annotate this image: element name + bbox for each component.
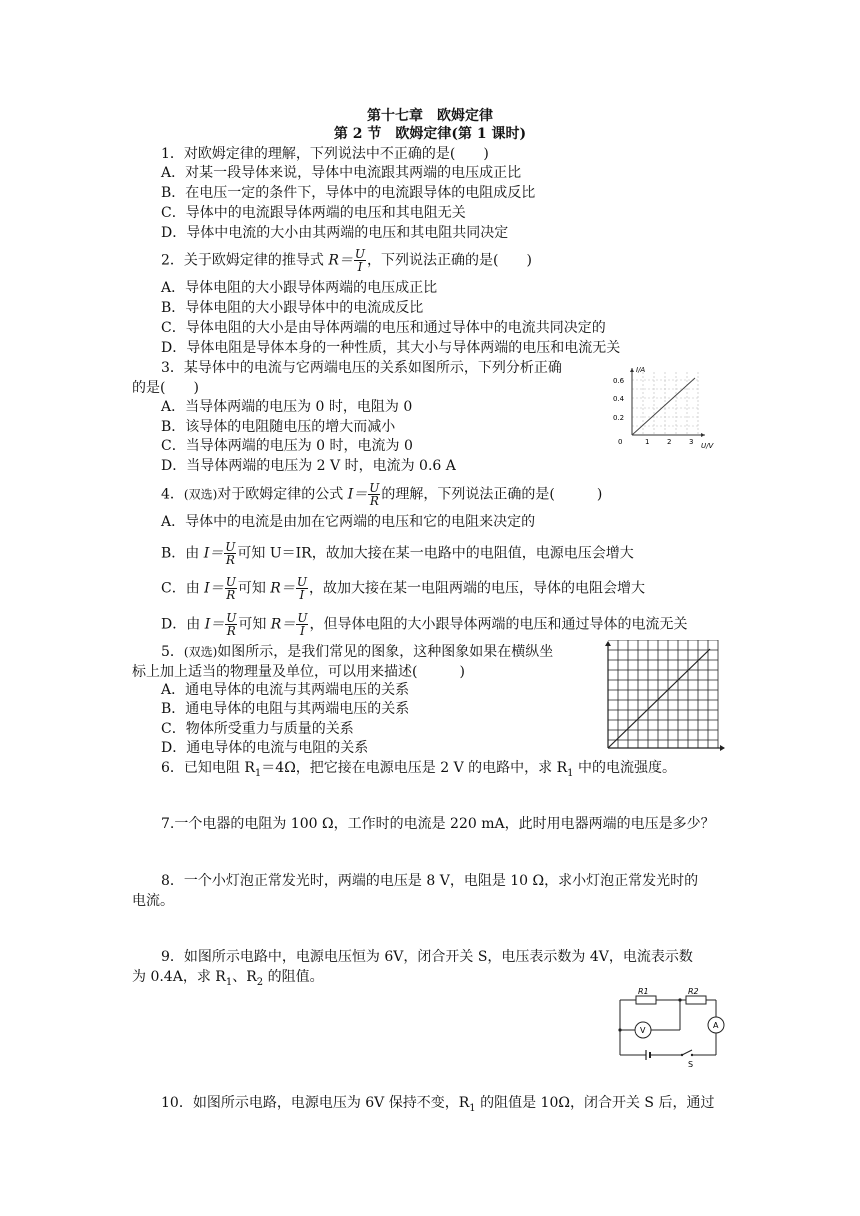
q3-iu-graph (603, 362, 723, 450)
opt-mid: 可知 (238, 616, 271, 633)
q4-option-c (161, 576, 645, 601)
graph-xlabel: U/V (701, 442, 714, 450)
q3-stem-line1: 3．某导体中的电流与它两端电压的关系如图所示，下列分析正确 (161, 360, 562, 376)
q1-stem: 1．对欧姆定律的理解，下列说法中不正确的是( ) (161, 146, 489, 162)
q9-line1: 9．如图所示电路中，电源电压恒为 6V，闭合开关 S，电压表示数为 4V，电流表示数 (161, 949, 693, 965)
formula-lhs: R＝ (270, 616, 296, 633)
resistor-r1 (636, 996, 656, 1004)
q2-fraction (354, 248, 366, 273)
opt-pre: C．由 (161, 580, 205, 597)
q2-option-d: D．导体电阻是导体本身的一种性质，其大小与导体两端的电压和电流无关 (161, 340, 621, 356)
q10-post: 的阻值是 10Ω，闭合开关 S 后，通过 (475, 1095, 715, 1111)
x-tick: 1 (645, 438, 650, 446)
frac-den: R (369, 494, 379, 508)
q4-tag: (双选) (183, 487, 218, 502)
q2-stem (161, 248, 532, 273)
q1-option-c: C．导体中的电流跟导体两端的电压和其电阻无关 (161, 205, 466, 221)
q4-stem-post: 的理解，下列说法正确的是( ) (381, 486, 603, 503)
switch-label: S (688, 1060, 694, 1069)
q8-line1: 8．一个小灯泡正常发光时，两端的电压是 8 V，电阻是 10 Ω，求小灯泡正常发光时的 (161, 873, 699, 889)
formula-lhs: I＝ (203, 545, 224, 562)
voltmeter-label: V (640, 1026, 646, 1035)
q2-stem-pre: 2．关于欧姆定律的推导式 (161, 252, 329, 269)
frac-num: U (354, 247, 366, 261)
opt-text: ，故加大接在某一电阻两端的电压，导体的电阻会增大 (308, 580, 645, 597)
opt-text: 可知 U＝IR，故加大接在某一电路中的电阻值，电源电压会增大 (237, 545, 634, 562)
q5-option-d: D．通电导体的电流与电阻的关系 (161, 740, 369, 756)
q4-option-b (161, 541, 634, 566)
frac-num: U (225, 575, 236, 589)
fraction (225, 576, 237, 601)
q3-option-a: A．当导体两端的电压为 0 时，电阻为 0 (161, 399, 413, 415)
frac-den: R (226, 588, 236, 602)
q5-option-c: C．物体所受重力与质量的关系 (161, 721, 354, 737)
q10-text (161, 1094, 714, 1118)
q9-post: 的阻值。 (263, 969, 324, 985)
subscript: 1 (567, 767, 574, 779)
opt-pre: B．由 (161, 545, 204, 562)
subscript: 1 (225, 976, 233, 988)
opt-mid: 可知 (237, 580, 271, 597)
frac-den: R (226, 624, 236, 638)
q1-option-a: A．对某一段导体来说，导体中电流跟其两端的电压成正比 (161, 165, 522, 181)
q9-mid: 、R (232, 969, 257, 985)
frac-num: U (297, 611, 308, 625)
frac-den: I (357, 260, 363, 274)
switch (682, 1050, 692, 1055)
q2-option-b: B．导体电阻的大小跟导体中的电流成反比 (161, 300, 424, 316)
q6-mid: ＝4Ω，把它接在电源电压是 2 V 的电路中，求 R (261, 760, 568, 776)
resistor-r2 (686, 996, 706, 1004)
y-tick: 0.4 (613, 395, 625, 403)
q2-option-a: A．导体电阻的大小跟导体两端的电压成正比 (161, 280, 438, 296)
q4-fraction (368, 482, 380, 507)
q4-formula-lhs: I＝ (347, 486, 368, 503)
r2-label: R2 (688, 987, 699, 996)
q4-stem: 4．(双选)对于欧姆定律的公式 I＝ $\frac{U}{R}$ 的理解，下列说法正确的是( ) (161, 481, 603, 508)
fraction (224, 541, 236, 566)
frac-num: U (296, 575, 307, 589)
subscript: 1 (254, 767, 262, 779)
frac-den: I (299, 588, 305, 602)
ammeter-label: A (713, 1021, 719, 1030)
y-tick: 0.6 (613, 377, 625, 385)
q6-text (161, 759, 676, 783)
section-title: 第 2 节 欧姆定律(第 1 课时) (333, 126, 527, 142)
q4-option-d (161, 612, 687, 637)
q4-option-a: A．导体中的电流是由加在它两端的电压和它的电阻来决定的 (161, 514, 536, 530)
q1-option-b: B．在电压一定的条件下，导体中的电流跟导体的电阻成反比 (161, 185, 536, 201)
q5-option-a: A．通电导体的电流与其两端电压的关系 (161, 682, 410, 698)
q6-post: 中的电流强度。 (573, 760, 676, 776)
q2-formula-lhs: R＝ (328, 252, 353, 269)
q4-stem-pre: 对于欧姆定律的公式 (217, 486, 348, 503)
q3-option-b: B．该导体的电阻随电压的增大而减小 (161, 419, 396, 435)
y-tick: 0.2 (613, 414, 625, 422)
q8-line2: 电流。 (132, 893, 174, 909)
fraction (296, 612, 308, 637)
r1-label: R1 (638, 987, 649, 996)
opt-pre: D．由 (161, 616, 205, 633)
q5-stem-text: 如图所示，是我们常见的图象，这种图象如果在横纵坐 (217, 644, 554, 660)
frac-num: U (226, 611, 237, 625)
iu-line (632, 378, 695, 435)
q5-stem-line2: 标上加上适当的物理量及单位，可以用来描述( ) (132, 664, 465, 680)
q5-tag: (双选) (183, 645, 218, 659)
frac-den: I (300, 624, 305, 638)
proportional-line (608, 649, 710, 748)
x-tick: 0 (618, 438, 623, 446)
q9-pre: 为 0.4A，求 R (132, 969, 226, 985)
chapter-title: 第十七章 欧姆定律 (367, 108, 493, 124)
formula-lhs: I＝ (204, 580, 224, 597)
formula-lhs: I＝ (204, 616, 225, 633)
q5-option-b: B．通电导体的电阻与其两端电压的关系 (161, 701, 410, 717)
q3-option-c: C．当导体两端的电压为 0 时，电流为 0 (161, 438, 413, 454)
formula-lhs: R＝ (270, 580, 295, 597)
q2-stem-post: ，下列说法正确的是( ) (367, 252, 532, 269)
q7-text: 7.一个电器的电阻为 100 Ω，工作时的电流是 220 mA，此时用电器两端的电压是多少？ (161, 816, 715, 832)
graph-ylabel: I/A (636, 366, 646, 374)
q3-stem-line2: 的是( ) (132, 380, 199, 396)
opt-text: ，但导体电阻的大小跟导体两端的电压和通过导体的电流无关 (309, 616, 688, 633)
subscript: 2 (256, 976, 264, 988)
fraction (296, 576, 308, 601)
q9-circuit-diagram (612, 986, 730, 1070)
q6-pre: 6．已知电阻 R (161, 760, 255, 776)
q3-option-d: D．当导体两端的电压为 2 V 时，电流为 0.6 A (161, 458, 456, 474)
x-tick: 3 (689, 438, 694, 446)
fraction (225, 612, 237, 637)
frac-num: U (225, 540, 236, 554)
q2-option-c: C．导体电阻的大小是由导体两端的电压和通过导体中的电流共同决定的 (161, 320, 606, 336)
q5-stem-line1: 5．(双选)如图所示，是我们常见的图象，这种图象如果在横纵坐 (161, 644, 554, 660)
subscript: 1 (469, 1102, 476, 1114)
q1-option-d: D．导体中电流的大小由其两端的电压和其电阻共同决定 (161, 225, 509, 241)
q5-grid-graph (600, 640, 726, 756)
x-tick: 2 (667, 438, 672, 446)
frac-num: U (369, 481, 380, 495)
q9-line2 (132, 968, 324, 992)
q10-pre: 10．如图所示电路，电源电压为 6V 保持不变，R (161, 1095, 470, 1111)
frac-den: R (225, 553, 235, 567)
